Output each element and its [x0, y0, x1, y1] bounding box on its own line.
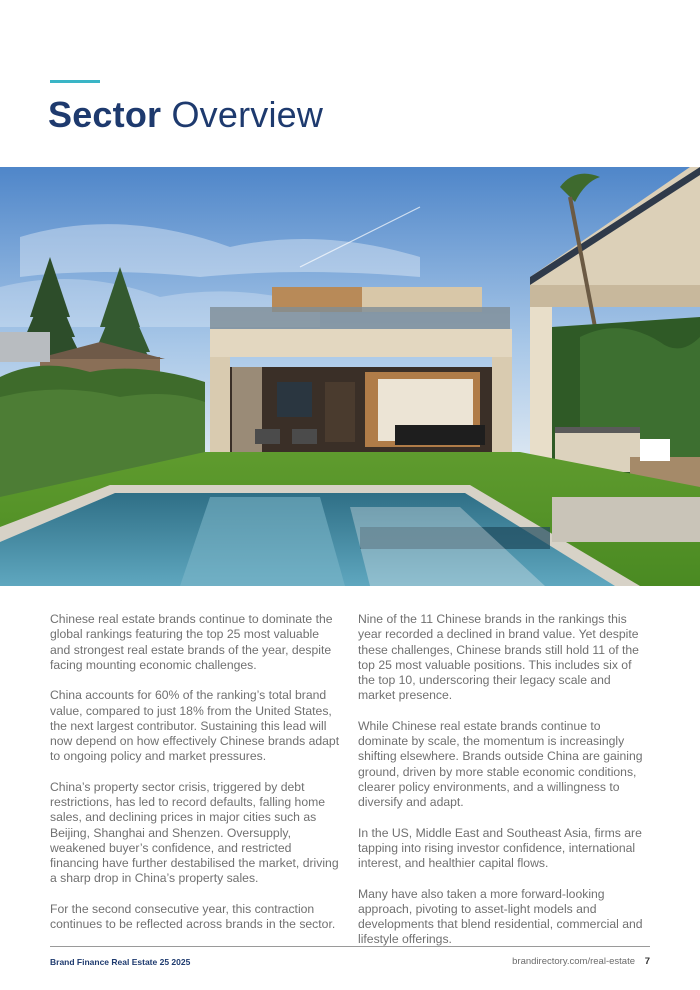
right-paragraph-3: In the US, Middle East and Southeast Asia, firms are tapping into rising investor confidence, international interest, and healthier capital flows. [358, 825, 642, 870]
right-paragraph-2: While Chinese real estate brands continue to dominate by scale, the momentum is increasingly shifting elsewhere. Brands outside China are gaining ground, driven by more stable economic conditions, clearer policy environments, and a willingness to diversify and adapt. [358, 718, 643, 809]
footer-publication: Brand Finance Real Estate 25 2025 [50, 957, 191, 967]
left-paragraph-3: China’s property sector crisis, triggered by debt restrictions, has led to record defaults, falling home sales, and declining prices in major cities such as Beijing, Shanghai and Shenzen. Oversupply, weakened buyer’s confidence, and restricted financing have further destabilised the market, driving a sharp drop in China’s property sales. [50, 779, 339, 886]
left-paragraph-1: Chinese real estate brands continue to dominate the global rankings featuring the top 25 most valuable and strongest real estate brands of the year, despite facing mounting economic challenges. [50, 612, 333, 672]
left-paragraph-2: China accounts for 60% of the ranking’s total brand value, compared to just 18% from the United States, the next largest contributor. Sustaining this lead will now depend on how effectively Chinese brands adapt to ongoing policy and market pressures. [50, 688, 340, 764]
page-title-strong: Sector [48, 94, 162, 135]
right-text-column [358, 612, 648, 963]
page-title [48, 94, 323, 136]
right-paragraph-4: Many have also taken a more forward-looking approach, pivoting to asset-light models and developments that blend residential, commercial and lifestyle offerings. [358, 886, 643, 947]
right-paragraph-1: Nine of the 11 Chinese brands in the rankings this year recorded a declined in brand value. Yet despite these challenges, Chinese brands still hold 11 of the top 25 most valuable positions. This includes six of the top 10, underscoring their legacy scale and market presence. [358, 612, 639, 703]
title-accent-rule [50, 80, 100, 83]
footer-url-link[interactable]: brandirectory.com/real-estate [512, 956, 635, 967]
footer-divider [50, 946, 650, 947]
left-paragraph-4: For the second consecutive year, this contraction continues to be reflected across brands in the sector. [50, 901, 336, 931]
modern-house-with-pool-photo [0, 167, 700, 586]
page-number: 7 [644, 956, 650, 967]
left-text-column [50, 612, 340, 948]
page-title-light: Overview [171, 94, 324, 135]
hero-photo [0, 167, 700, 586]
